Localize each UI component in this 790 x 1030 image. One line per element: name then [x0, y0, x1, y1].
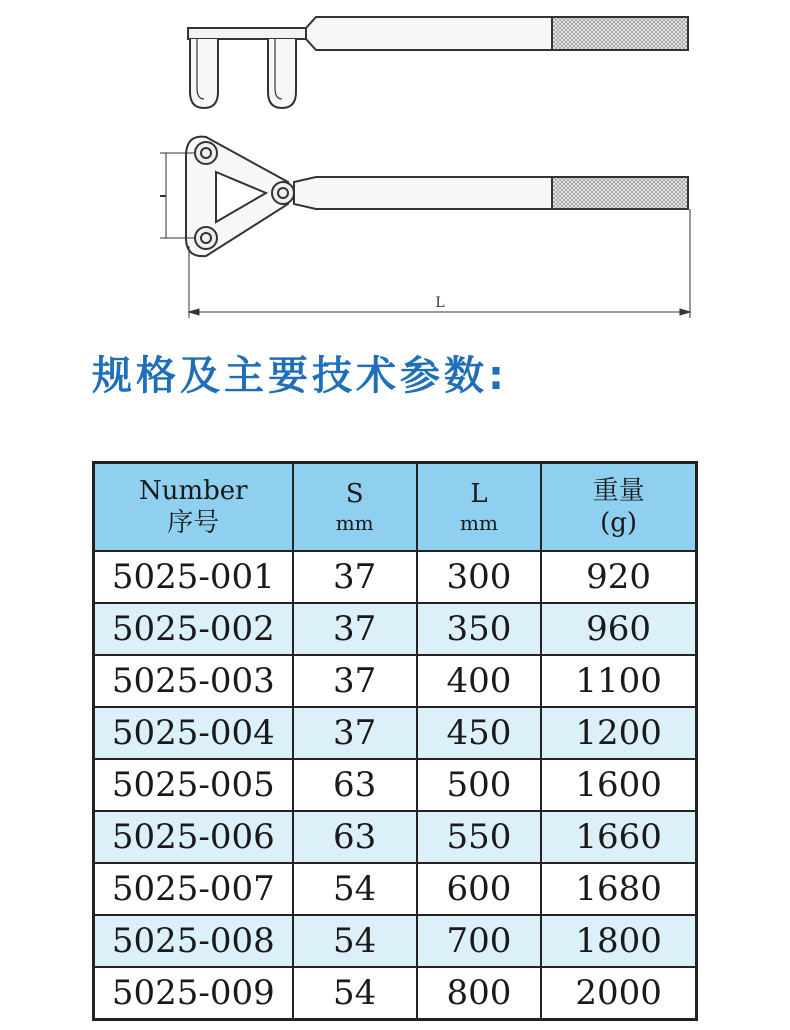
cell-l: 300: [417, 551, 541, 603]
header-l: [417, 463, 541, 552]
cell-s: 54: [293, 967, 417, 1020]
header-label: 重量: [592, 475, 645, 506]
cell-l: 550: [417, 811, 541, 863]
cell-s: 37: [293, 655, 417, 707]
table-row: [94, 863, 697, 915]
cell-number: 5025-003: [94, 655, 293, 707]
header-label: 序号: [167, 508, 220, 538]
cell-number: 5025-009: [94, 967, 293, 1020]
cell-number: 5025-007: [94, 863, 293, 915]
header-label: L: [470, 479, 488, 510]
cell-weight: 920: [541, 551, 696, 603]
cell-s: 54: [293, 863, 417, 915]
header-unit: mm: [459, 510, 498, 535]
table-row: [94, 551, 697, 603]
header-label: Number: [138, 475, 248, 506]
table-row: [94, 707, 697, 759]
top-view: [186, 137, 688, 257]
cell-weight: 1680: [541, 863, 696, 915]
table-row: [94, 603, 697, 655]
cell-l: 350: [417, 603, 541, 655]
cell-l: 450: [417, 707, 541, 759]
table-row: [94, 811, 697, 863]
table-row: [94, 655, 697, 707]
table-header-row: [94, 463, 697, 552]
spec-table: [92, 461, 698, 1021]
header-unit: mm: [335, 510, 374, 535]
cell-number: 5025-001: [94, 551, 293, 603]
cell-l: 500: [417, 759, 541, 811]
cell-s: 37: [293, 551, 417, 603]
cell-number: 5025-006: [94, 811, 293, 863]
cell-weight: 960: [541, 603, 696, 655]
cell-l: 800: [417, 967, 541, 1020]
header-label: S: [345, 479, 364, 510]
header-weight: [541, 463, 696, 552]
cell-number: 5025-005: [94, 759, 293, 811]
cell-number: 5025-004: [94, 707, 293, 759]
cell-l: 600: [417, 863, 541, 915]
cell-weight: 1200: [541, 707, 696, 759]
cell-weight: 1100: [541, 655, 696, 707]
tool-technical-drawing: [0, 0, 790, 330]
table-row: [94, 759, 697, 811]
dimension-label-l: L: [435, 295, 445, 311]
cell-l: 400: [417, 655, 541, 707]
cell-number: 5025-008: [94, 915, 293, 967]
cell-s: 63: [293, 759, 417, 811]
cell-l: 700: [417, 915, 541, 967]
cell-s: 37: [293, 707, 417, 759]
cell-weight: 2000: [541, 967, 696, 1020]
table-row: [94, 967, 697, 1020]
cell-weight: 1600: [541, 759, 696, 811]
cell-s: 37: [293, 603, 417, 655]
table-row: [94, 915, 697, 967]
cell-s: 54: [293, 915, 417, 967]
cell-s: 63: [293, 811, 417, 863]
cell-number: 5025-002: [94, 603, 293, 655]
header-number: [94, 463, 293, 552]
header-unit: (g): [600, 508, 638, 538]
spec-heading: 规格及主要技术参数:: [92, 353, 508, 399]
cell-weight: 1800: [541, 915, 696, 967]
side-view: [188, 17, 688, 108]
header-s: [293, 463, 417, 552]
cell-weight: 1660: [541, 811, 696, 863]
